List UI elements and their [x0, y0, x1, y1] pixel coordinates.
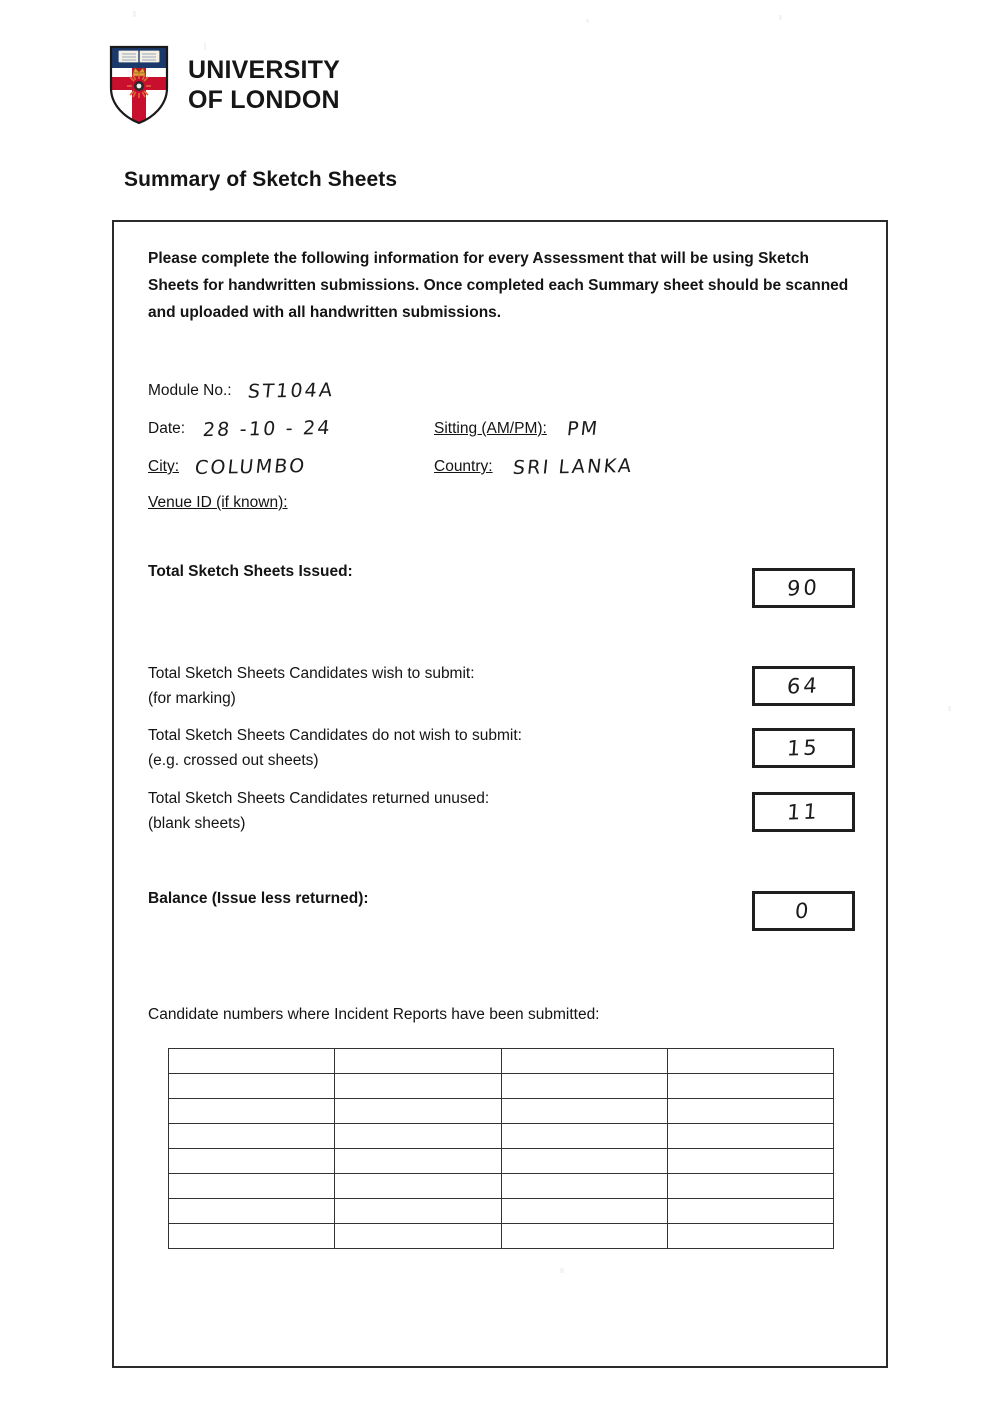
table-cell[interactable] — [169, 1224, 335, 1249]
table-cell[interactable] — [335, 1174, 501, 1199]
table-cell[interactable] — [667, 1049, 833, 1074]
returned-unused-value: 11 — [786, 799, 821, 825]
returned-unused-answer-box[interactable] — [752, 792, 855, 832]
instructions-paragraph: Please complete the following information for every Assessment that will be using Sketch Sheets for handwritten submissions. Once completed each Summary sheet should be scanned and uploaded with all handwritten submissions. — [148, 250, 849, 321]
sitting-label: Sitting (AM/PM): — [434, 420, 547, 437]
returned-unused-label: Total Sketch Sheets Candidates returned unused: — [148, 790, 490, 807]
table-row — [169, 1099, 834, 1124]
scan-speckle — [586, 19, 589, 23]
table-cell[interactable] — [169, 1149, 335, 1174]
table-row — [169, 1074, 834, 1099]
balance-answer-box[interactable] — [752, 891, 855, 931]
table-cell[interactable] — [169, 1124, 335, 1149]
table-cell[interactable] — [335, 1099, 501, 1124]
module-label: Module No.: — [148, 382, 232, 399]
date-value[interactable]: 28 -10 - 24 — [202, 416, 334, 442]
venue-row — [148, 494, 864, 532]
not-wish-to-submit-value: 15 — [786, 735, 821, 761]
table-cell[interactable] — [667, 1074, 833, 1099]
scan-speckle — [779, 15, 782, 20]
not-wish-to-submit-sublabel: (e.g. crossed out sheets) — [148, 751, 319, 769]
scan-speckle — [133, 11, 136, 17]
table-cell[interactable] — [169, 1199, 335, 1224]
table-row — [169, 1199, 834, 1224]
module-row — [148, 380, 864, 418]
table-cell[interactable] — [335, 1199, 501, 1224]
table-cell[interactable] — [501, 1099, 667, 1124]
table-cell[interactable] — [335, 1074, 501, 1099]
table-cell[interactable] — [501, 1174, 667, 1199]
city-country-row — [148, 456, 864, 494]
date-sitting-row — [148, 418, 864, 456]
table-cell[interactable] — [501, 1049, 667, 1074]
incident-reports-table[interactable] — [168, 1048, 834, 1249]
table-cell[interactable] — [667, 1199, 833, 1224]
not-wish-to-submit-answer-box[interactable] — [752, 728, 855, 768]
page-title: Summary of Sketch Sheets — [124, 168, 398, 191]
table-row — [169, 1124, 834, 1149]
identification-fields — [148, 380, 864, 532]
table-cell[interactable] — [169, 1174, 335, 1199]
sitting-value[interactable]: PM — [565, 417, 601, 441]
country-group — [434, 456, 633, 478]
wish-to-submit-value: 64 — [786, 673, 821, 699]
venue-label: Venue ID (if known): — [148, 494, 288, 511]
table-cell[interactable] — [335, 1124, 501, 1149]
not-wish-to-submit-label: Total Sketch Sheets Candidates do not wish to submit: — [148, 727, 522, 744]
table-cell[interactable] — [335, 1224, 501, 1249]
table-cell[interactable] — [335, 1049, 501, 1074]
balance-label: Balance (Issue less returned): — [148, 890, 369, 907]
table-cell[interactable] — [667, 1149, 833, 1174]
sitting-group — [434, 418, 599, 440]
form-container — [112, 220, 888, 1368]
table-cell[interactable] — [501, 1124, 667, 1149]
table-row — [169, 1224, 834, 1249]
logo-line-2: OF LONDON — [188, 86, 340, 114]
table-cell[interactable] — [667, 1174, 833, 1199]
city-label: City: — [148, 458, 179, 475]
university-logo — [108, 44, 340, 126]
table-cell[interactable] — [169, 1074, 335, 1099]
issued-label: Total Sketch Sheets Issued: — [148, 563, 353, 580]
balance-value: 0 — [794, 898, 813, 924]
incident-reports-label: Candidate numbers where Incident Reports have been submitted: — [148, 1006, 600, 1023]
wish-to-submit-label: Total Sketch Sheets Candidates wish to submit: — [148, 665, 475, 682]
table-cell[interactable] — [501, 1149, 667, 1174]
table-cell[interactable] — [169, 1099, 335, 1124]
logo-wordmark — [188, 55, 340, 116]
logo-line-1: UNIVERSITY — [188, 55, 341, 84]
table-cell[interactable] — [667, 1124, 833, 1149]
returned-unused-sublabel: (blank sheets) — [148, 814, 246, 832]
country-value[interactable]: SRI LANKA — [511, 454, 635, 480]
city-value[interactable]: COLUMBO — [194, 455, 308, 479]
scan-speckle — [948, 706, 951, 711]
issued-value: 90 — [786, 575, 821, 601]
wish-to-submit-answer-box[interactable] — [752, 666, 855, 706]
date-label: Date: — [148, 420, 186, 437]
table-cell[interactable] — [501, 1074, 667, 1099]
table-row — [169, 1149, 834, 1174]
table-cell[interactable] — [169, 1049, 335, 1074]
country-label: Country: — [434, 458, 493, 475]
issued-answer-box[interactable] — [752, 568, 855, 608]
module-value[interactable]: ST104A — [246, 379, 336, 403]
table-cell[interactable] — [667, 1099, 833, 1124]
university-crest-icon — [108, 44, 170, 126]
table-cell[interactable] — [335, 1149, 501, 1174]
table-row — [169, 1174, 834, 1199]
table-row — [169, 1049, 834, 1074]
incident-reports-body — [169, 1049, 834, 1249]
table-cell[interactable] — [667, 1224, 833, 1249]
wish-to-submit-sublabel: (for marking) — [148, 689, 236, 707]
table-cell[interactable] — [501, 1199, 667, 1224]
table-cell[interactable] — [501, 1224, 667, 1249]
